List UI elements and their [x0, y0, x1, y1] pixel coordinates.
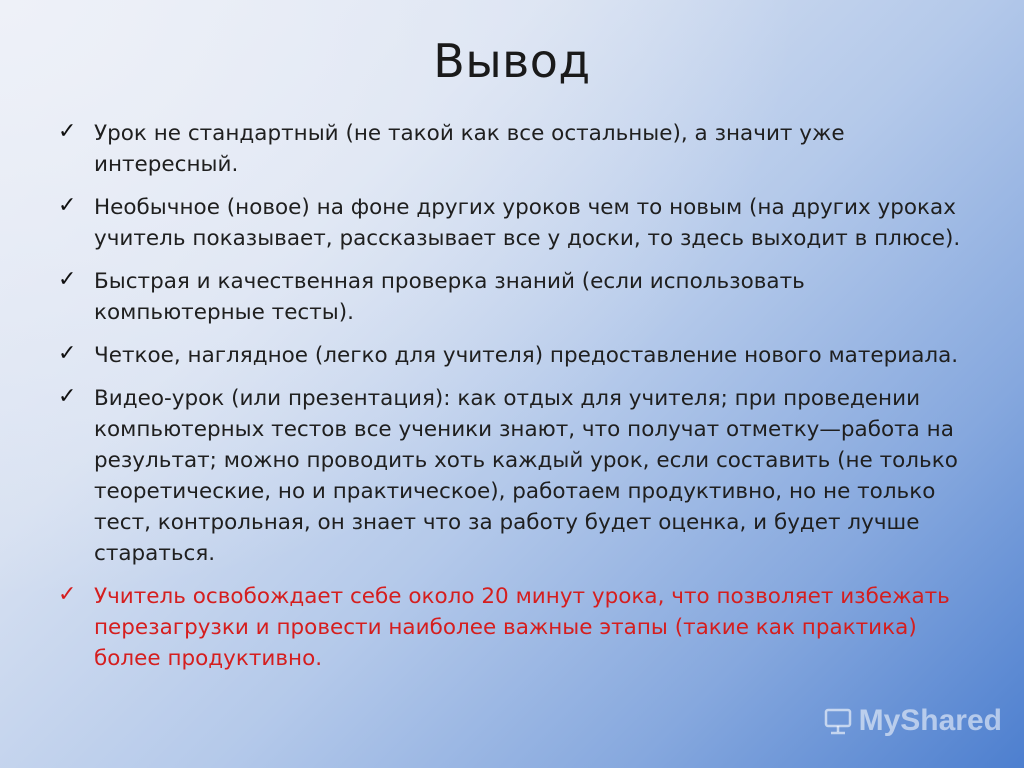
bullet-item: [56, 340, 976, 371]
checkmark-icon: ✓: [58, 341, 77, 366]
checkmark-icon: ✓: [58, 119, 77, 144]
bullet-text: Видео-урок (или презентация): как отдых для учителя; при проведении компьютерных тестов все ученики знают, что получат отметку—работа на результат; можно проводить хоть каждый урок, если составить (не только теоретические, но и практическое), работаем продуктивно, но не только тест, контрольная, он знает что за работу будет оценка, и будет лучше стараться.: [94, 386, 958, 566]
bullet-text: Быстрая и качественная проверка знаний (если использовать компьютерные тесты).: [94, 269, 805, 325]
bullet-item: [56, 266, 976, 328]
watermark: [823, 704, 1002, 738]
checkmark-icon: ✓: [58, 267, 77, 292]
checkmark-icon: ✓: [58, 582, 77, 607]
slide-title: Вывод: [433, 34, 591, 88]
bullet-text: Учитель освобождает себе около 20 минут урока, что позволяет избежать перезагрузки и провести наиболее важные этапы (такие как практика) более продуктивно.: [94, 584, 950, 671]
bullet-list: [56, 118, 976, 686]
checkmark-icon: ✓: [58, 193, 77, 218]
bullet-item: [56, 118, 976, 180]
bullet-text: Необычное (новое) на фоне других уроков чем то новым (на других уроках учитель показывает, рассказывает все у доски, то здесь выходит в плюсе).: [94, 195, 961, 251]
checkmark-icon: ✓: [58, 384, 77, 409]
bullet-item: [56, 192, 976, 254]
watermark-text: MyShared: [858, 704, 1002, 737]
bullet-text: Четкое, наглядное (легко для учителя) предоставление нового материала.: [94, 343, 959, 368]
bullet-item-highlighted: [56, 581, 976, 674]
presentation-board-icon: [823, 706, 853, 736]
bullet-text: Урок не стандартный (не такой как все остальные), а значит уже интересный.: [94, 121, 845, 177]
bullet-item: [56, 383, 976, 569]
